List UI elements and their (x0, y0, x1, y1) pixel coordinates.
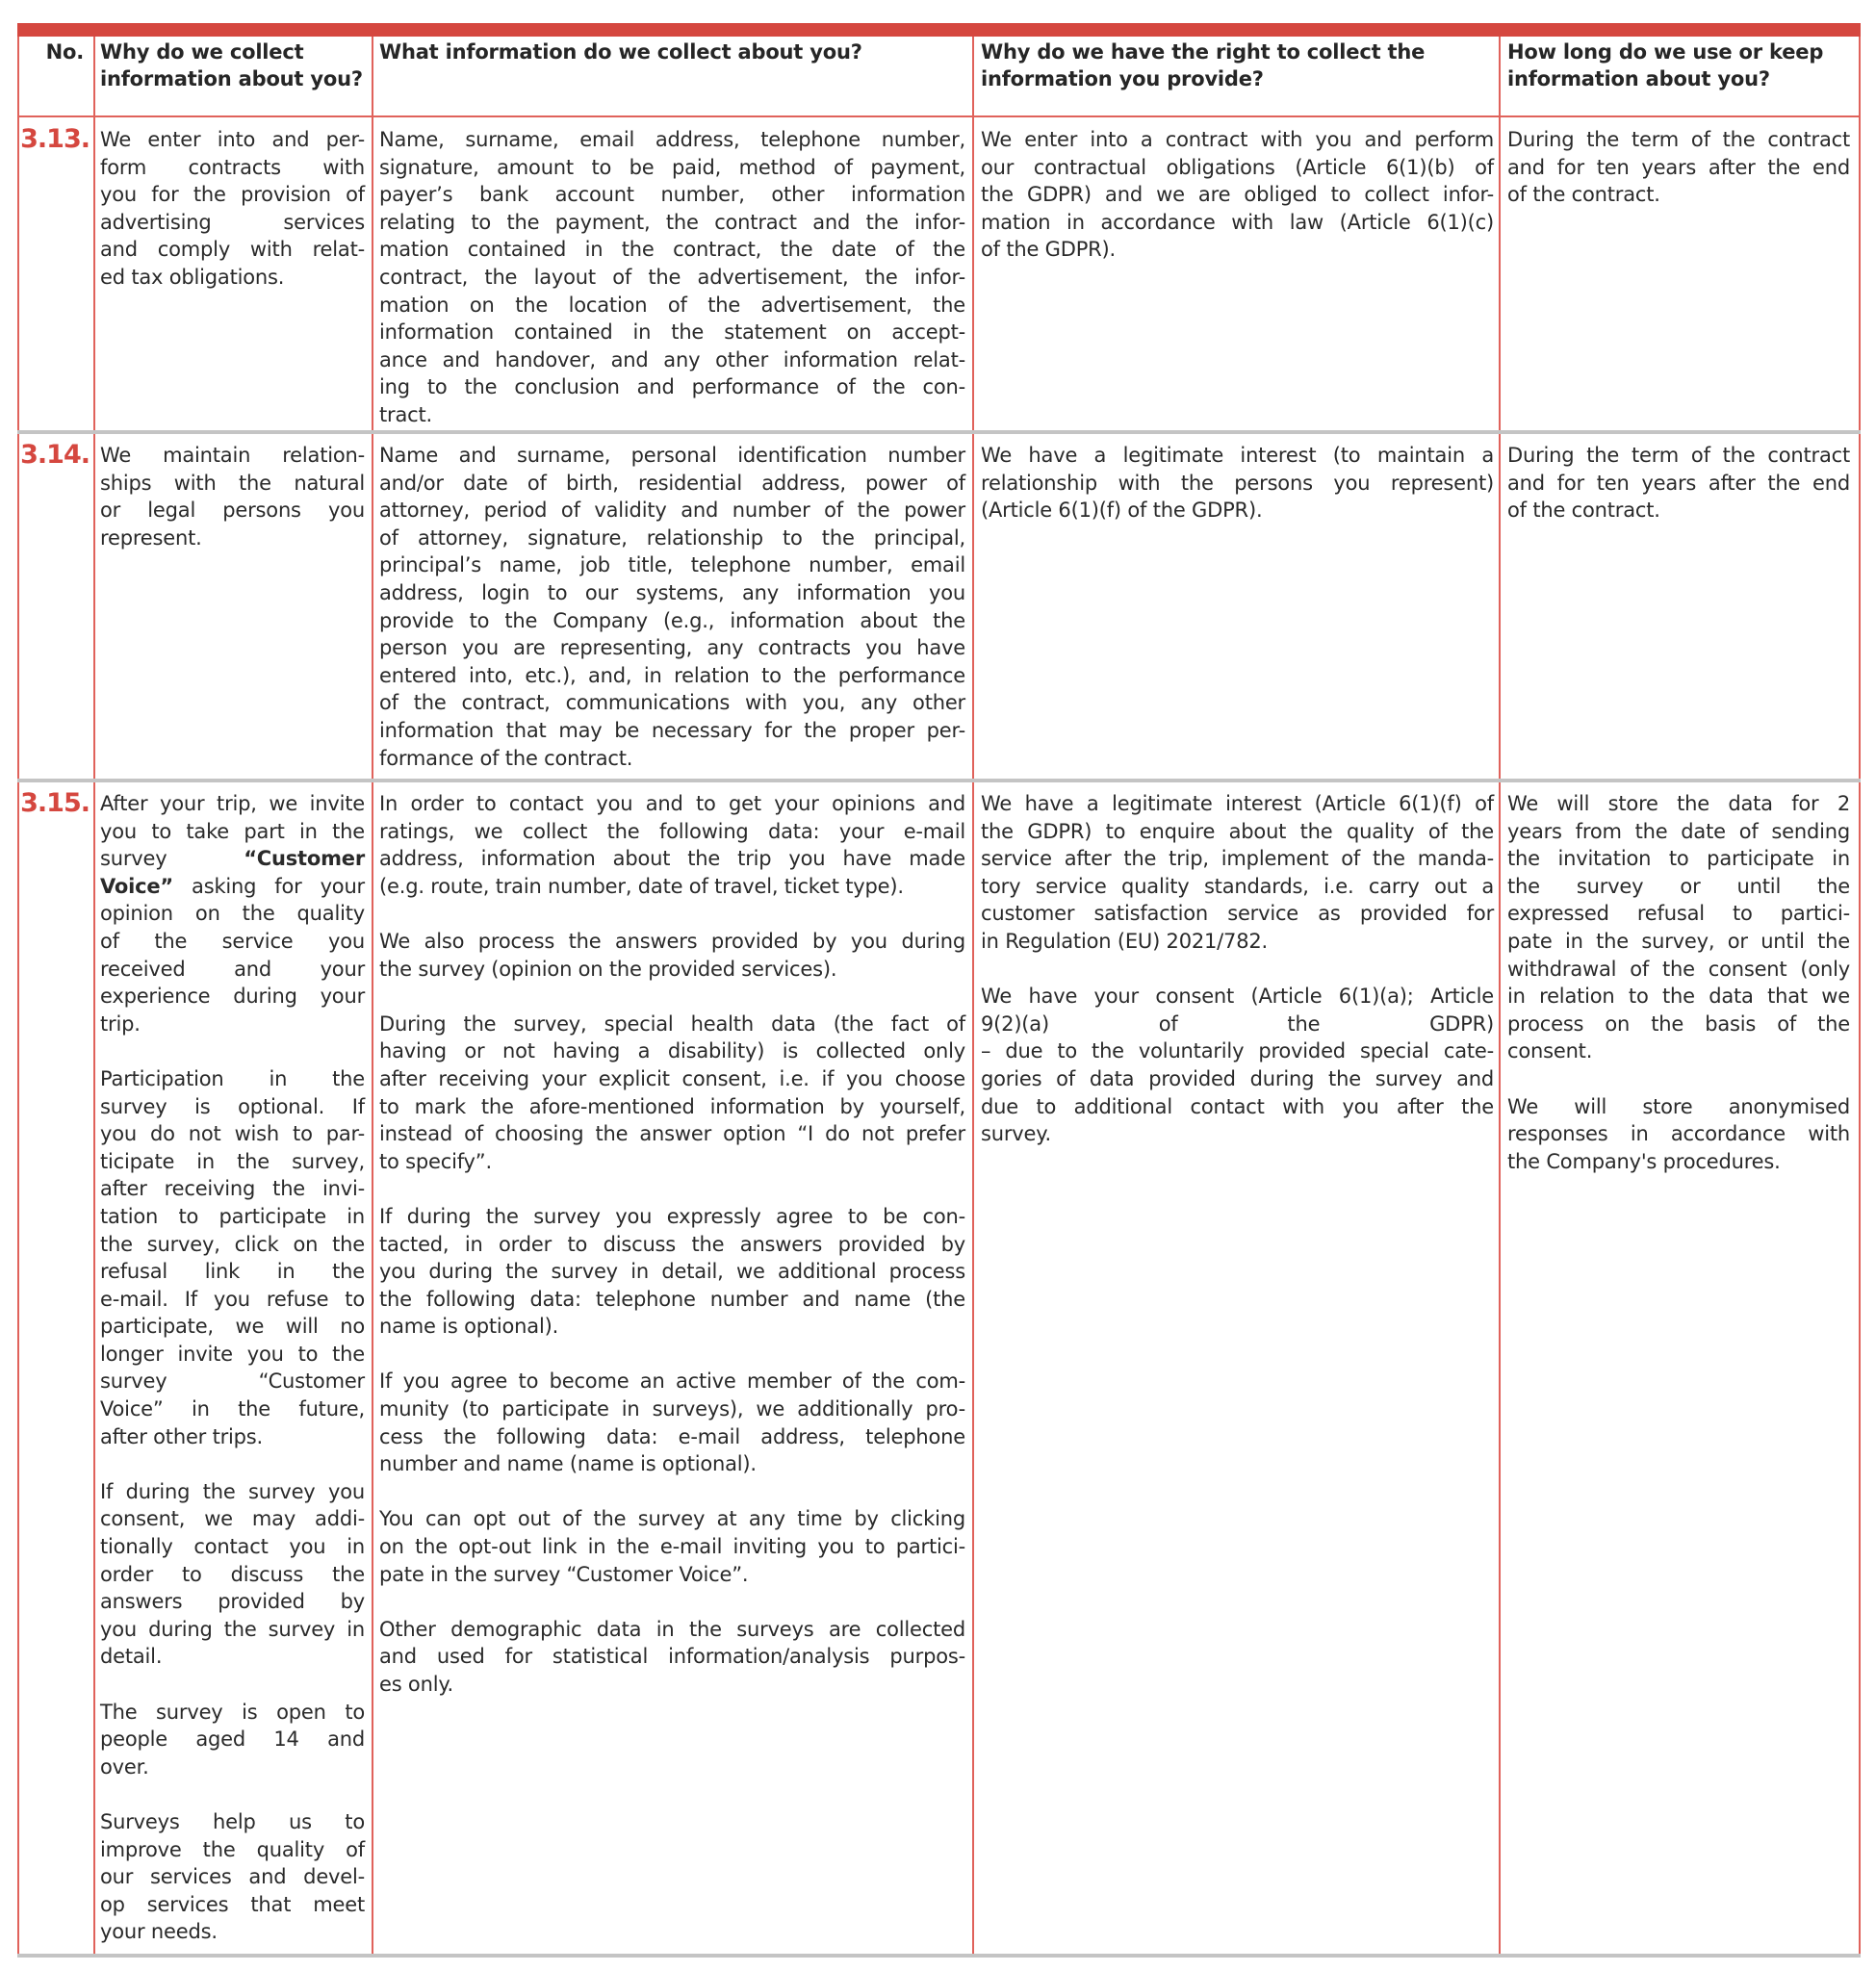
text-line: the following data: telephone number and name (the (379, 1287, 965, 1311)
text-line: and/or date of birth, residential address, power of (379, 471, 965, 495)
text-line: 9(2)(a) of the GDPR) (981, 1011, 1494, 1036)
text-line: If you agree to become an active member of the com- (379, 1369, 965, 1394)
text-line: tacted, in order to discuss the answers provided by (379, 1232, 965, 1256)
text-line: gories of data provided during the survey and (981, 1066, 1494, 1090)
text-line: you during the survey in (100, 1617, 365, 1641)
cell-paragraph (1507, 1093, 1850, 1176)
text-line: cess the following data: e-mail address, telephone (379, 1424, 965, 1448)
cell-paragraph (379, 442, 965, 772)
cell-right (981, 442, 1494, 525)
text-line: address, login to our systems, any information you (379, 580, 965, 604)
text-line: after receiving the invi- (100, 1177, 365, 1201)
text-line: detail. (100, 1645, 163, 1669)
text-line: and comply with relat- (100, 238, 365, 262)
text-line: participate, we will no (100, 1315, 365, 1339)
text-line: the survey (opinion on the provided services). (379, 957, 837, 981)
text-line: ships with the natural (100, 471, 365, 495)
text-line: provide to the Company (e.g., information about the (379, 608, 965, 632)
header-how-long-line: How long do we use or keep (1507, 40, 1824, 64)
header-why (100, 38, 370, 92)
cell-paragraph (1507, 442, 1850, 525)
cell-what (379, 790, 965, 1699)
text-line: information that may be necessary for the proper per- (379, 718, 965, 742)
header-right-line: information you provide? (981, 67, 1264, 90)
text-line: consent, we may addi- (100, 1507, 365, 1531)
text-line: your needs. (100, 1920, 218, 1944)
text-line: Surveys help us to (100, 1809, 365, 1833)
text-line: principal’s name, job title, telephone number, email (379, 553, 965, 577)
cell-paragraph (981, 983, 1494, 1148)
text-line: represent. (100, 525, 202, 550)
column-divider (1499, 37, 1501, 1957)
text-line: We will store the data for 2 (1507, 792, 1850, 815)
text-line: responses in accordance with (1507, 1122, 1850, 1146)
text-line: information contained in the statement on accept- (379, 320, 965, 345)
text-line: Voice” in the future, (100, 1397, 365, 1421)
text-line: expressed refusal to partici- (1507, 902, 1850, 926)
cell-how-long (1507, 442, 1850, 525)
cell-paragraph (379, 1011, 965, 1176)
text-line: survey is optional. If (100, 1094, 365, 1118)
text-line: mation in accordance with law (Article 6(1)(c) (981, 210, 1494, 234)
table-border-left (17, 37, 19, 1957)
cell-paragraph (379, 1368, 965, 1477)
text-line: formance of the contract. (379, 746, 633, 770)
bold-survey-name: “Customer (244, 847, 365, 871)
text-line: – due to the voluntarily provided special cate- (981, 1039, 1494, 1063)
text-line: (e.g. route, train number, date of travel, ticket type). (379, 874, 904, 898)
cell-paragraph (1507, 790, 1850, 1065)
header-why-line: information about you? (100, 67, 363, 90)
text-line: due to additional contact with you after the (981, 1094, 1494, 1118)
text-line: you for the provision of (100, 183, 365, 207)
cell-what (379, 442, 965, 772)
table-border-right (1859, 37, 1861, 1957)
text-line: signature, amount to be paid, method of payment, (379, 155, 965, 179)
text-line: If during the survey you expressly agree to be con- (379, 1204, 965, 1228)
cell-paragraph (981, 126, 1494, 264)
cell-paragraph (379, 1505, 965, 1588)
text-line: Name and surname, personal identification number (379, 444, 965, 467)
text-line: relationship with the persons you represent) (981, 471, 1494, 495)
column-divider (372, 37, 373, 1957)
cell-paragraph (379, 1203, 965, 1341)
text-line: munity (to participate in surveys), we additionally pro- (379, 1397, 965, 1421)
text-line: improve the quality of (100, 1837, 365, 1861)
text-line: withdrawal of the consent (only (1507, 957, 1850, 981)
text-line: In order to contact you and to get your opinions and (379, 792, 965, 815)
text-line: op services that meet (100, 1892, 365, 1916)
text-line: We have a legitimate interest (Article 6(1)(f) of (981, 792, 1494, 815)
text-line: tation to participate in (100, 1204, 365, 1228)
text-line: in relation to the data that we (1507, 985, 1850, 1009)
text-line: We maintain relation- (100, 444, 365, 467)
column-divider (972, 37, 974, 1957)
text-line: During the term of the contract (1507, 128, 1850, 151)
header-right-line: Why do we have the right to collect the (981, 40, 1426, 64)
header-no (19, 38, 91, 65)
text-line: ticipate in the survey, (100, 1149, 365, 1173)
header-what-line: What information do we collect about you? (379, 40, 862, 64)
text-line: you do not wish to par- (100, 1122, 365, 1146)
text-line: instead of choosing the answer option “I do not prefer (379, 1122, 965, 1146)
text-line: the GDPR) to enquire about the quality of the (981, 819, 1494, 843)
text-line: Other demographic data in the surveys are collected (379, 1617, 965, 1641)
text-line: our services and devel- (100, 1865, 365, 1889)
text-line: The survey is open to (100, 1700, 365, 1724)
text-line: mation on the location of the advertisement, the (379, 293, 965, 317)
text-line: trip. (100, 1011, 141, 1036)
text-line: payer’s bank account number, other information (379, 183, 965, 207)
cell-paragraph (100, 790, 365, 1037)
text-line: after other trips. (100, 1424, 264, 1448)
text-line: service after the trip, implement of the manda- (981, 847, 1494, 871)
row-divider (17, 779, 1861, 782)
text-line: the invitation to participate in (1507, 847, 1850, 871)
text-line: you to take part in the (100, 819, 365, 843)
header-no-label: No. (45, 40, 84, 64)
cell-what (379, 126, 965, 429)
text-line: survey “Customer (100, 1369, 365, 1394)
cell-paragraph (379, 928, 965, 983)
row-divider (17, 430, 1861, 434)
cell-paragraph (981, 442, 1494, 525)
text-line: the Company's procedures. (1507, 1149, 1781, 1173)
cell-paragraph (100, 126, 365, 292)
text-line: name is optional). (379, 1315, 559, 1339)
header-how-long (1507, 38, 1854, 92)
table-top-accent-bar (17, 23, 1861, 37)
cell-how-long (1507, 790, 1850, 1175)
text-line: order to discuss the (100, 1562, 365, 1586)
cell-why (100, 126, 365, 292)
text-line: our contractual obligations (Article 6(1)(b) of (981, 155, 1494, 179)
text-line: Name, surname, email address, telephone number, (379, 128, 965, 151)
text-line: after receiving your explicit consent, i.e. if you choose (379, 1066, 965, 1090)
text-line: of the GDPR). (981, 238, 1117, 262)
cell-paragraph (379, 1616, 965, 1699)
text-line: address, information about the trip you have made (379, 847, 965, 871)
row-number: 3.14. (20, 440, 90, 470)
text-line: of the contract. (1507, 183, 1660, 207)
cell-paragraph (100, 442, 365, 551)
text-line: the survey, click on the (100, 1232, 365, 1256)
text-line: to specify”. (379, 1149, 492, 1173)
cell-right (981, 126, 1494, 264)
text-line: the survey or until the (1507, 874, 1850, 898)
text-line: of attorney, signature, relationship to the principal, (379, 525, 965, 550)
header-how-long-line: information about you? (1507, 67, 1770, 90)
row-number: 3.13. (20, 124, 90, 154)
header-why-line: Why do we collect (100, 40, 304, 64)
text-line: (Article 6(1)(f) of the GDPR). (981, 499, 1263, 523)
text-line: received and your (100, 957, 365, 981)
text-line: ance and handover, and any other information relat- (379, 347, 965, 371)
text-line: We enter into a contract with you and perform (981, 128, 1494, 151)
text-line: years from the date of sending (1507, 819, 1850, 843)
text-line: answers provided by (100, 1590, 365, 1614)
text-line: form contracts with (100, 155, 365, 179)
text-line: refusal link in the (100, 1260, 365, 1284)
cell-paragraph (981, 790, 1494, 956)
text-line: entered into, etc.), and, in relation to the performance (379, 663, 965, 687)
cell-paragraph (100, 1478, 365, 1671)
text-line: or legal persons you (100, 499, 365, 523)
text-line: If during the survey you (100, 1479, 365, 1503)
text-line: consent. (1507, 1039, 1593, 1063)
text-line: Voice” asking for your (100, 874, 365, 898)
text-line: During the term of the contract (1507, 444, 1850, 467)
text-line: longer invite you to the (100, 1342, 365, 1366)
text-line: process on the basis of the (1507, 1011, 1850, 1036)
text-line: ratings, we collect the following data: your e-mail (379, 819, 965, 843)
bold-survey-name: Voice” (100, 874, 174, 898)
text-line: tract. (379, 402, 432, 426)
text-line: pate in the survey “Customer Voice”. (379, 1562, 749, 1586)
text-line: of the contract. (1507, 499, 1660, 523)
cell-how-long (1507, 126, 1850, 209)
text-line: tory service quality standards, i.e. carry out a (981, 874, 1494, 898)
text-line: over. (100, 1754, 149, 1779)
text-line: You can opt out of the survey at any time by clicking (379, 1507, 965, 1531)
text-line: We have your consent (Article 6(1)(a); Article (981, 985, 1494, 1009)
text-line: and for ten years after the end (1507, 155, 1850, 179)
text-line: of the service you (100, 929, 365, 953)
cell-why (100, 442, 365, 551)
cell-paragraph (1507, 126, 1850, 209)
text-line: contract, the layout of the advertisement, the infor- (379, 265, 965, 289)
text-line: pate in the survey, or until the (1507, 929, 1850, 953)
text-line: and used for statistical information/analysis purpos- (379, 1645, 965, 1669)
text-line: customer satisfaction service as provided for (981, 902, 1494, 926)
text-line: to mark the afore-mentioned information by yourself, (379, 1094, 965, 1118)
row-number: 3.15. (20, 788, 90, 818)
text-line: We enter into and per- (100, 128, 365, 151)
text-line: During the survey, special health data (the fact of (379, 1011, 965, 1036)
header-divider (17, 115, 1861, 117)
text-line: ing to the conclusion and performance of the con- (379, 375, 965, 399)
text-line: Participation in the (100, 1066, 365, 1090)
text-line: tionally contact you in (100, 1535, 365, 1559)
text-line: We also process the answers provided by you during (379, 929, 965, 953)
text-line: of the contract, communications with you, any other (379, 691, 965, 715)
text-line: the GDPR) and we are obliged to collect infor- (981, 183, 1494, 207)
cell-paragraph (379, 790, 965, 900)
text-line: survey. (981, 1122, 1051, 1146)
text-line: in Regulation (EU) 2021/782. (981, 929, 1269, 953)
cell-paragraph (100, 1699, 365, 1781)
data-processing-table (17, 37, 1861, 1957)
text-line: on the opt-out link in the e-mail inviting you to partici- (379, 1535, 965, 1559)
text-line: opinion on the quality (100, 902, 365, 926)
text-line: attorney, period of validity and number of the power (379, 499, 965, 523)
text-line: mation contained in the contract, the date of the (379, 238, 965, 262)
text-line: We will store anonymised (1507, 1094, 1850, 1118)
cell-why (100, 790, 365, 1946)
table-border-bottom (17, 1954, 1861, 1958)
text-line: experience during your (100, 985, 365, 1009)
header-what (379, 38, 966, 65)
text-line: and for ten years after the end (1507, 471, 1850, 495)
text-line: survey “Customer (100, 847, 365, 871)
text-line: relating to the payment, the contract and the infor- (379, 210, 965, 234)
column-divider (93, 37, 95, 1957)
text-line: ed tax obligations. (100, 265, 285, 289)
header-right (981, 38, 1491, 92)
text-line: advertising services (100, 210, 365, 234)
text-line: you during the survey in detail, we additional process (379, 1260, 965, 1284)
text-line: e-mail. If you refuse to (100, 1287, 365, 1311)
cell-paragraph (379, 126, 965, 429)
text-line: After your trip, we invite (100, 792, 365, 815)
text-line: number and name (name is optional). (379, 1452, 757, 1476)
text-line: having or not having a disability) is collected only (379, 1039, 965, 1063)
cell-paragraph (100, 1065, 365, 1450)
text-line: person you are representing, any contracts you have (379, 636, 965, 660)
cell-right (981, 790, 1494, 1148)
text-line: es only. (379, 1673, 454, 1696)
text-line: people aged 14 and (100, 1728, 365, 1752)
cell-paragraph (100, 1808, 365, 1946)
text-line: We have a legitimate interest (to maintain a (981, 444, 1494, 467)
